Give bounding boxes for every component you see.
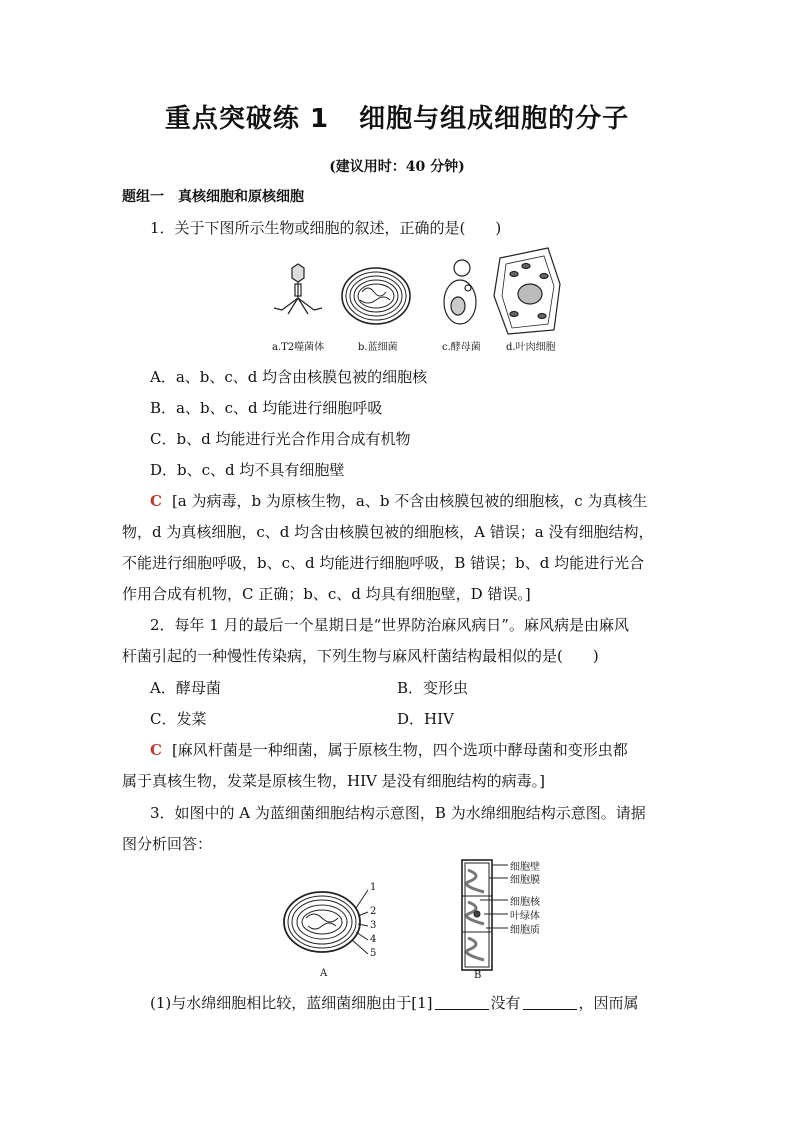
q2-option-d: D．HIV	[397, 710, 454, 728]
fig-a-number-2: 2	[370, 906, 377, 917]
fig-b-label: B	[474, 970, 482, 981]
group-heading: 题组一 真核细胞和原核细胞	[122, 189, 304, 205]
caption-a: a.T2噬菌体	[272, 342, 325, 353]
title-part-2: 细胞与组成细胞的分子	[359, 104, 630, 134]
title-part-1: 重点突破练 1	[164, 104, 330, 134]
fig-b-spirogyra	[462, 860, 508, 970]
q3-sub1-part3: ，因而属	[578, 994, 639, 1012]
q3-figure-drawing	[272, 856, 592, 986]
fig-a-label: A	[320, 968, 328, 979]
fig-b-label-cytoplasm: 细胞质	[510, 925, 540, 936]
fig-b-label-cell-membrane: 细胞膜	[510, 875, 540, 886]
q1-explanation-line-3: 不能进行细胞呼吸，b、c、d 均能进行细胞呼吸，B 错误；b、d 均能进行光合	[122, 554, 645, 572]
fig-a-cyanobacterium	[284, 890, 368, 954]
q3-stem-line-2: 图分析回答：	[122, 835, 213, 853]
q2-option-a: A．酵母菌	[150, 679, 221, 697]
caption-c: c.酵母菌	[442, 342, 481, 353]
q1-explanation-line-4: 作用合成有机物，C 正确；b、c、d 均具有细胞壁，D 错误。]	[122, 585, 531, 603]
q1-answer: C	[150, 492, 162, 510]
q3-sub1	[150, 992, 639, 1013]
answer-blank-2[interactable]	[523, 995, 577, 1010]
q1-explain-text-1: [a 为病毒，b 为原核生物，a、b 不含由核膜包被的细胞核，c 为真核生	[171, 492, 648, 510]
leaf-cell-drawing	[494, 248, 560, 334]
q2-explain-text-1: [麻风杆菌是一种细菌，属于原核生物，四个选项中酵母菌和变形虫都	[171, 741, 628, 759]
q2-option-c: C．发菜	[150, 710, 207, 728]
q1-explanation-line-1	[150, 490, 647, 511]
q1-figure	[262, 244, 562, 354]
phage-drawing	[274, 264, 322, 314]
q1-stem: 1．关于下图所示生物或细胞的叙述，正确的是( )	[150, 219, 502, 237]
yeast-drawing	[444, 260, 476, 324]
fig-a-number-5: 5	[370, 948, 377, 959]
answer-blank-1[interactable]	[435, 995, 489, 1010]
q1-option-d: D．b、c、d 均不具有细胞壁	[150, 461, 345, 479]
suggested-time: (建议用时：40 分钟)	[329, 159, 465, 175]
fig-b-label-cell-wall: 细胞壁	[510, 862, 540, 873]
fig-b-label-nucleus: 细胞核	[510, 897, 540, 908]
q3-figure	[272, 856, 592, 986]
q3-stem-line-1: 3．如图中的 A 为蓝细菌细胞结构示意图，B 为水绵细胞结构示意图。请据	[150, 804, 646, 822]
q1-option-b: B．a、b、c、d 均能进行细胞呼吸	[150, 399, 383, 417]
q2-option-b: B．变形虫	[397, 679, 469, 697]
caption-b: b.蓝细菌	[358, 342, 398, 353]
cyanobacterium-drawing	[342, 268, 410, 324]
fig-a-number-3: 3	[370, 920, 377, 931]
q1-explanation-line-2: 物，d 为真核细胞，c、d 均含由核膜包被的细胞核，A 错误；a 没有细胞结构，	[122, 523, 654, 541]
q3-sub1-part1: (1)与水绵细胞相比较，蓝细菌细胞由于[1]	[150, 994, 433, 1012]
q2-stem-line-2: 杆菌引起的一种慢性传染病，下列生物与麻风杆菌结构最相似的是( )	[122, 647, 599, 665]
q1-option-c: C．b、d 均能进行光合作用合成有机物	[150, 430, 411, 448]
q1-figure-drawing	[262, 244, 562, 340]
page-title	[0, 98, 794, 135]
fig-b-label-chloroplast: 叶绿体	[510, 911, 540, 922]
fig-a-number-1: 1	[370, 882, 377, 893]
q2-explanation-line-2: 属于真核生物，发菜是原核生物，HIV 是没有细胞结构的病毒。]	[122, 772, 545, 790]
q3-sub1-part2: 没有	[490, 994, 521, 1012]
q2-explanation-line-1	[150, 739, 628, 760]
q2-stem-line-1: 2．每年 1 月的最后一个星期日是“世界防治麻风病日”。麻风病是由麻风	[150, 616, 629, 634]
caption-d: d.叶肉细胞	[506, 342, 556, 353]
q2-answer: C	[150, 741, 162, 759]
q1-option-a: A．a、b、c、d 均含由核膜包被的细胞核	[150, 368, 428, 386]
fig-a-number-4: 4	[370, 934, 377, 945]
